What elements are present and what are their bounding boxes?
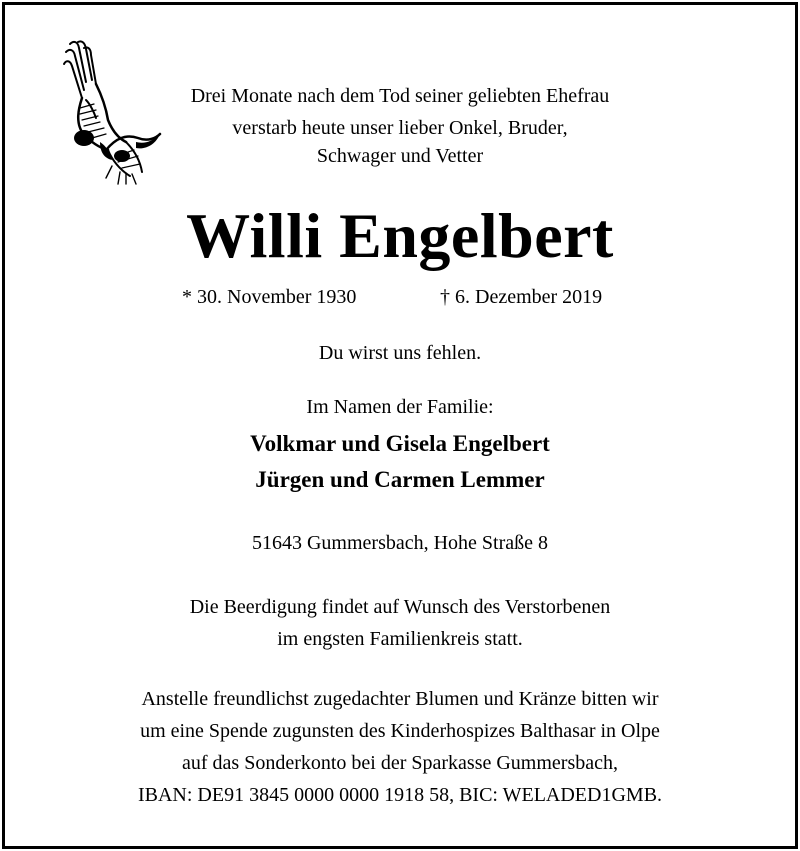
birth-date: * 30. November 1930 — [182, 286, 357, 308]
family-intro: Im Namen der Familie: — [306, 396, 494, 418]
farewell-text: Du wirst uns fehlen. — [318, 342, 482, 364]
intro-line-3: Schwager und Vetter — [316, 145, 484, 167]
intro-line-1: Drei Monate nach dem Tod seiner geliebten Ehefrau — [190, 85, 610, 107]
deceased-name: Willi Engelbert — [186, 200, 614, 271]
donation-line-1: Anstelle freundlichst zugedachter Blumen und Kränze bitten wir — [141, 688, 659, 710]
burial-line-2: im engsten Familienkreis statt. — [277, 628, 523, 650]
donation-line-3: auf das Sonderkonto bei der Sparkasse Gummersbach, — [182, 752, 618, 774]
donation-line-4: IBAN: DE91 3845 0000 0000 1918 58, BIC: WELADED1GMB. — [137, 784, 663, 806]
donation-line-2: um eine Spende zugunsten des Kinderhospizes Balthasar in Olpe — [140, 720, 660, 742]
family-member-2: Jürgen und Carmen Lemmer — [255, 467, 545, 492]
burial-line-1: Die Beerdigung findet auf Wunsch des Verstorbenen — [189, 596, 611, 618]
family-address: 51643 Gummersbach, Hohe Straße 8 — [251, 532, 549, 554]
death-date: † 6. Dezember 2019 — [440, 286, 603, 308]
intro-line-2: verstarb heute unser lieber Onkel, Bruder, — [232, 117, 568, 139]
family-member-1: Volkmar und Gisela Engelbert — [250, 431, 550, 456]
